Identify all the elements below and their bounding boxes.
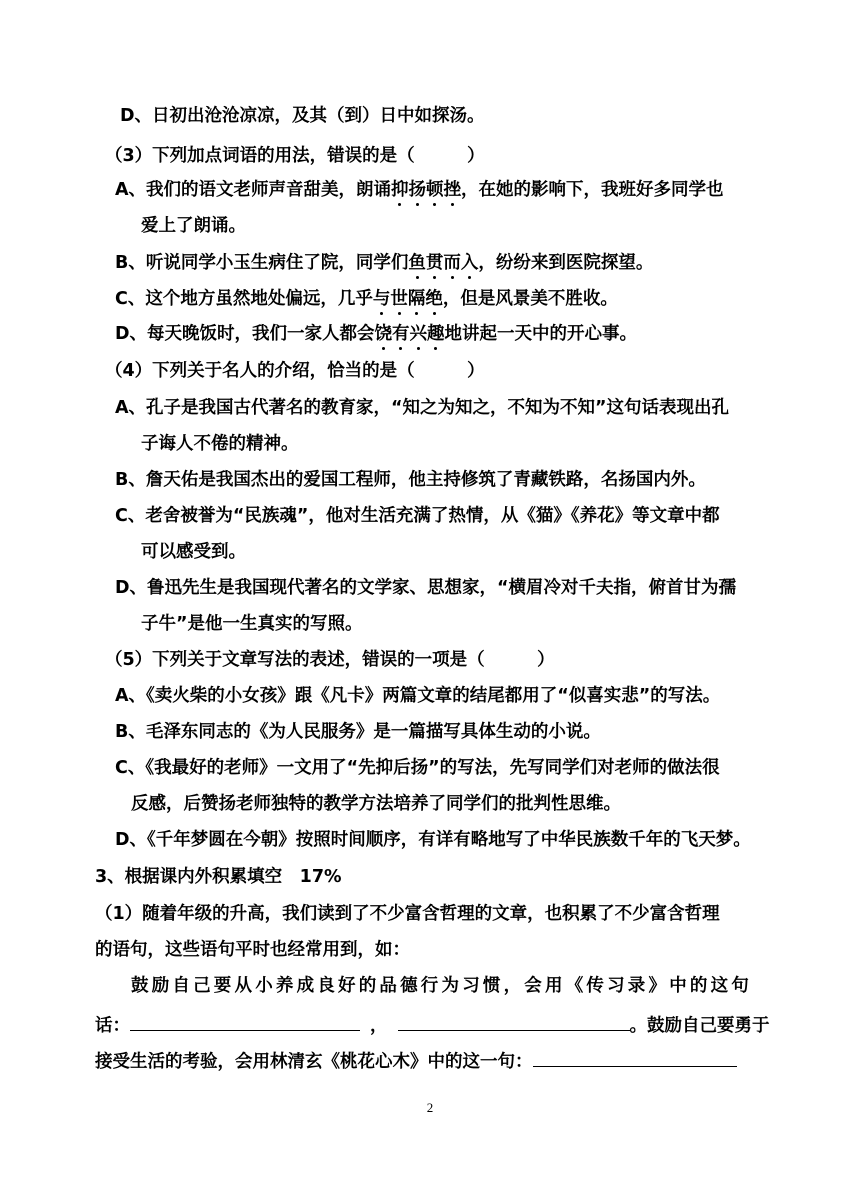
q5-option-c-cont: 反感，后赞扬老师独特的教学方法培养了同学们的批判性思维。 — [131, 794, 621, 814]
q4-option-a-cont: 子诲人不倦的精神。 — [141, 434, 299, 454]
q5-option-b: B、毛泽东同志的《为人民服务》是一篇描写具体生动的小说。 — [115, 722, 601, 742]
fill-paragraph: 鼓励自己要从小养成良好的品德行为习惯，会用《传习录》中的这句 — [131, 976, 752, 996]
fill-line-2: 接受生活的考验，会用林清玄《桃花心木》中的这一句： — [95, 1048, 737, 1074]
fill-intro: （1）随着年级的升高，我们读到了不少富含哲理的文章，也积累了不少富含哲理 — [95, 904, 720, 924]
q4-option-d: D、鲁迅先生是我国现代著名的文学家、思想家，“横眉冷对千夫指，俯首甘为孺 — [115, 578, 737, 598]
question-3-title: （3）下列加点词语的用法，错误的是（ ） — [105, 146, 485, 166]
q5-option-d: D、《千年梦圆在今朝》按照时间顺序，有详有略地写了中华民族数千年的飞天梦。 — [115, 830, 751, 850]
fill-intro-cont: 的语句，这些语句平时也经常用到，如： — [95, 940, 410, 960]
q3-option-d: D、每天晚饭时，我们一家人都会饶有兴趣地讲起一天中的开心事。 — [115, 324, 638, 344]
q3-option-a-cont: 爱上了朗诵。 — [141, 216, 246, 236]
answer-blank-2[interactable] — [398, 1012, 630, 1031]
q3-option-a: A、我们的语文老师声音甜美，朗诵抑扬顿挫，在她的影响下，我班好多同学也 — [115, 180, 724, 200]
q3-option-c: C、这个地方虽然地处偏远，几乎与世隔绝，但是风景美不胜收。 — [115, 289, 618, 309]
fill-line-1: 话： ， 。鼓励自己要勇于 — [95, 1012, 770, 1038]
q5-option-c: C、《我最好的老师》一文用了“先抑后扬”的写法，先写同学们对老师的做法很 — [115, 758, 720, 778]
q4-option-d-cont: 子牛”是他一生真实的写照。 — [141, 614, 363, 634]
q4-option-c-cont: 可以感受到。 — [141, 542, 246, 562]
page-number: 2 — [426, 1100, 434, 1115]
q5-option-a: A、《卖火柴的小女孩》跟《凡卡》两篇文章的结尾都用了“似喜实悲”的写法。 — [115, 686, 721, 706]
answer-blank-1[interactable] — [130, 1012, 360, 1031]
answer-blank-3[interactable] — [533, 1048, 737, 1067]
section-3-heading: 3、根据课内外积累填空 17% — [95, 867, 342, 887]
q4-option-c: C、老舍被誉为“民族魂”，他对生活充满了热情，从《猫》《养花》等文章中都 — [115, 506, 720, 526]
q3-option-b: B、听说同学小玉生病住了院，同学们鱼贯而入，纷纷来到医院探望。 — [115, 253, 654, 273]
q4-option-a: A、孔子是我国古代著名的教育家，“知之为知之，不知为不知”这句话表现出孔 — [115, 398, 730, 418]
question-5-title: （5）下列关于文章写法的表述，错误的一项是（ ） — [105, 650, 555, 670]
option-d-line: D、日初出沧沧凉凉，及其（到）日中如探汤。 — [120, 106, 485, 126]
question-4-title: （4）下列关于名人的介绍，恰当的是（ ） — [105, 361, 485, 381]
q4-option-b: B、詹天佑是我国杰出的爱国工程师，他主持修筑了青藏铁路，名扬国内外。 — [115, 470, 706, 490]
